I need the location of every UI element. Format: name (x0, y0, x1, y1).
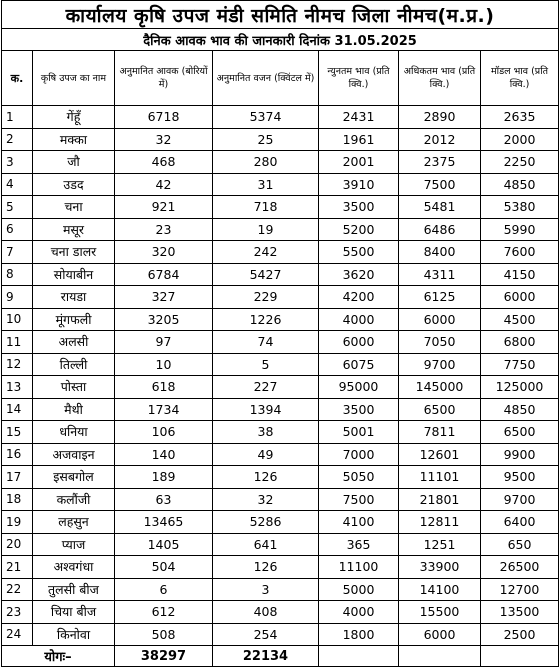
total-empty-max (399, 646, 481, 667)
row-arrival-quintal: 1226 (213, 308, 319, 331)
table-row (2, 398, 559, 421)
row-crop-name: अश्वगंधा (33, 556, 115, 579)
row-crop-name: कलौंजी (33, 488, 115, 511)
row-min-price: 5050 (319, 466, 399, 489)
row-max-price: 12811 (399, 511, 481, 534)
row-crop-name: रायडा (33, 286, 115, 309)
row-modal-price: 9700 (481, 488, 559, 511)
total-quintal: 22134 (213, 646, 319, 667)
row-arrival-bags: 6718 (115, 106, 213, 129)
row-crop-name: अजवाइन (33, 443, 115, 466)
row-min-price: 5000 (319, 578, 399, 601)
row-crop-name: मूंगफली (33, 308, 115, 331)
total-bags: 38297 (115, 646, 213, 667)
row-modal-price: 6000 (481, 286, 559, 309)
row-arrival-bags: 504 (115, 556, 213, 579)
row-max-price: 9700 (399, 353, 481, 376)
row-crop-name: मैथी (33, 398, 115, 421)
row-arrival-quintal: 254 (213, 623, 319, 646)
row-min-price: 7500 (319, 488, 399, 511)
row-sn: 18 (2, 488, 33, 511)
table-row (2, 488, 559, 511)
row-min-price: 4000 (319, 308, 399, 331)
row-sn: 23 (2, 601, 33, 624)
row-arrival-quintal: 5427 (213, 263, 319, 286)
table-row (2, 308, 559, 331)
row-sn: 4 (2, 173, 33, 196)
table-row (2, 376, 559, 399)
row-arrival-bags: 106 (115, 421, 213, 444)
row-modal-price: 9500 (481, 466, 559, 489)
row-sn: 14 (2, 398, 33, 421)
table-row (2, 533, 559, 556)
row-sn: 13 (2, 376, 33, 399)
row-crop-name: लहसुन (33, 511, 115, 534)
row-arrival-bags: 3205 (115, 308, 213, 331)
row-min-price: 1800 (319, 623, 399, 646)
table-row (2, 601, 559, 624)
row-arrival-quintal: 229 (213, 286, 319, 309)
row-arrival-quintal: 1394 (213, 398, 319, 421)
table-row (2, 128, 559, 151)
header-sn: क. (2, 51, 33, 106)
row-arrival-quintal: 31 (213, 173, 319, 196)
row-crop-name: प्याज (33, 533, 115, 556)
row-sn: 7 (2, 241, 33, 264)
row-crop-name: चना डालर (33, 241, 115, 264)
total-empty-modal (481, 646, 559, 667)
row-max-price: 14100 (399, 578, 481, 601)
row-modal-price: 7750 (481, 353, 559, 376)
row-modal-price: 6500 (481, 421, 559, 444)
row-min-price: 3620 (319, 263, 399, 286)
row-min-price: 5200 (319, 218, 399, 241)
row-max-price: 8400 (399, 241, 481, 264)
row-crop-name: मक्का (33, 128, 115, 151)
table-row (2, 331, 559, 354)
row-min-price: 365 (319, 533, 399, 556)
row-min-price: 4000 (319, 601, 399, 624)
row-max-price: 5481 (399, 196, 481, 219)
row-sn: 20 (2, 533, 33, 556)
row-crop-name: पोस्ता (33, 376, 115, 399)
row-sn: 12 (2, 353, 33, 376)
row-sn: 2 (2, 128, 33, 151)
row-modal-price: 4850 (481, 398, 559, 421)
row-arrival-bags: 6784 (115, 263, 213, 286)
row-sn: 3 (2, 151, 33, 174)
row-min-price: 6000 (319, 331, 399, 354)
row-arrival-quintal: 280 (213, 151, 319, 174)
row-max-price: 6486 (399, 218, 481, 241)
row-arrival-bags: 189 (115, 466, 213, 489)
row-arrival-quintal: 5286 (213, 511, 319, 534)
row-max-price: 6000 (399, 623, 481, 646)
row-modal-price: 4500 (481, 308, 559, 331)
row-arrival-quintal: 19 (213, 218, 319, 241)
row-arrival-bags: 42 (115, 173, 213, 196)
row-sn: 15 (2, 421, 33, 444)
row-max-price: 6000 (399, 308, 481, 331)
row-max-price: 4311 (399, 263, 481, 286)
row-max-price: 2375 (399, 151, 481, 174)
table-row (2, 578, 559, 601)
table-row (2, 106, 559, 129)
row-sn: 22 (2, 578, 33, 601)
row-modal-price: 12700 (481, 578, 559, 601)
row-max-price: 6500 (399, 398, 481, 421)
row-crop-name: इसबगोल (33, 466, 115, 489)
row-modal-price: 2635 (481, 106, 559, 129)
row-sn: 16 (2, 443, 33, 466)
row-crop-name: धनिया (33, 421, 115, 444)
table-row (2, 623, 559, 646)
row-max-price: 15500 (399, 601, 481, 624)
row-crop-name: जौ (33, 151, 115, 174)
row-modal-price: 5990 (481, 218, 559, 241)
row-arrival-bags: 320 (115, 241, 213, 264)
header-row (2, 51, 559, 106)
table-row (2, 466, 559, 489)
row-sn: 24 (2, 623, 33, 646)
row-arrival-quintal: 718 (213, 196, 319, 219)
table-row (2, 353, 559, 376)
row-modal-price: 6400 (481, 511, 559, 534)
row-sn: 19 (2, 511, 33, 534)
row-arrival-quintal: 408 (213, 601, 319, 624)
row-sn: 6 (2, 218, 33, 241)
row-arrival-quintal: 38 (213, 421, 319, 444)
table-row (2, 196, 559, 219)
row-arrival-quintal: 5374 (213, 106, 319, 129)
row-min-price: 5001 (319, 421, 399, 444)
row-arrival-bags: 1734 (115, 398, 213, 421)
header-crop: कृषि उपज का नाम (33, 51, 115, 106)
row-min-price: 95000 (319, 376, 399, 399)
table-row (2, 241, 559, 264)
report-title: कार्यालय कृषि उपज मंडी समिति नीमच जिला नीमच(म.प्र.) (2, 1, 559, 29)
row-crop-name: मसूर (33, 218, 115, 241)
row-sn: 9 (2, 286, 33, 309)
row-sn: 8 (2, 263, 33, 286)
row-modal-price: 650 (481, 533, 559, 556)
row-arrival-quintal: 5 (213, 353, 319, 376)
row-arrival-quintal: 32 (213, 488, 319, 511)
row-arrival-quintal: 49 (213, 443, 319, 466)
header-arrival-bags: अनुमानित आवक (बोरियों में) (115, 51, 213, 106)
table-row (2, 556, 559, 579)
row-crop-name: सोयाबीन (33, 263, 115, 286)
table-row (2, 511, 559, 534)
row-modal-price: 13500 (481, 601, 559, 624)
row-arrival-bags: 10 (115, 353, 213, 376)
row-arrival-bags: 6 (115, 578, 213, 601)
report-subtitle: दैनिक आवक भाव की जानकारी दिनांक 31.05.2025 (2, 29, 559, 51)
row-min-price: 3500 (319, 398, 399, 421)
row-arrival-bags: 140 (115, 443, 213, 466)
row-max-price: 12601 (399, 443, 481, 466)
row-min-price: 1961 (319, 128, 399, 151)
row-arrival-quintal: 3 (213, 578, 319, 601)
table-row (2, 263, 559, 286)
row-arrival-bags: 97 (115, 331, 213, 354)
row-modal-price: 9900 (481, 443, 559, 466)
row-crop-name: उडद (33, 173, 115, 196)
total-label: योगः– (2, 646, 115, 667)
row-arrival-bags: 921 (115, 196, 213, 219)
row-max-price: 6125 (399, 286, 481, 309)
row-min-price: 3910 (319, 173, 399, 196)
table-row (2, 151, 559, 174)
row-arrival-bags: 32 (115, 128, 213, 151)
row-modal-price: 125000 (481, 376, 559, 399)
row-min-price: 5500 (319, 241, 399, 264)
row-max-price: 145000 (399, 376, 481, 399)
table-row (2, 218, 559, 241)
row-modal-price: 26500 (481, 556, 559, 579)
row-arrival-bags: 618 (115, 376, 213, 399)
row-sn: 1 (2, 106, 33, 129)
row-sn: 10 (2, 308, 33, 331)
row-sn: 11 (2, 331, 33, 354)
row-max-price: 11101 (399, 466, 481, 489)
table-row (2, 173, 559, 196)
row-max-price: 7811 (399, 421, 481, 444)
row-modal-price: 6800 (481, 331, 559, 354)
row-sn: 5 (2, 196, 33, 219)
row-crop-name: तुलसी बीज (33, 578, 115, 601)
row-modal-price: 2250 (481, 151, 559, 174)
row-sn: 17 (2, 466, 33, 489)
row-crop-name: चना (33, 196, 115, 219)
row-arrival-bags: 63 (115, 488, 213, 511)
total-empty-min (319, 646, 399, 667)
row-arrival-quintal: 25 (213, 128, 319, 151)
row-min-price: 7000 (319, 443, 399, 466)
row-min-price: 2431 (319, 106, 399, 129)
row-min-price: 4100 (319, 511, 399, 534)
row-modal-price: 5380 (481, 196, 559, 219)
row-modal-price: 4850 (481, 173, 559, 196)
row-arrival-quintal: 74 (213, 331, 319, 354)
row-arrival-quintal: 227 (213, 376, 319, 399)
row-max-price: 2890 (399, 106, 481, 129)
table-row (2, 443, 559, 466)
row-min-price: 2001 (319, 151, 399, 174)
row-arrival-quintal: 242 (213, 241, 319, 264)
row-max-price: 7050 (399, 331, 481, 354)
price-table (1, 0, 559, 667)
table-row (2, 286, 559, 309)
row-arrival-quintal: 641 (213, 533, 319, 556)
row-min-price: 11100 (319, 556, 399, 579)
row-modal-price: 2500 (481, 623, 559, 646)
price-report-sheet (1, 0, 558, 667)
total-row (2, 646, 559, 667)
row-modal-price: 2000 (481, 128, 559, 151)
header-min-price: न्युनतम भाव (प्रति क्वि.) (319, 51, 399, 106)
row-arrival-quintal: 126 (213, 556, 319, 579)
row-max-price: 1251 (399, 533, 481, 556)
row-crop-name: अलसी (33, 331, 115, 354)
row-min-price: 4200 (319, 286, 399, 309)
row-crop-name: गेंहूँ (33, 106, 115, 129)
row-crop-name: किनोवा (33, 623, 115, 646)
row-arrival-bags: 1405 (115, 533, 213, 556)
row-max-price: 2012 (399, 128, 481, 151)
row-max-price: 7500 (399, 173, 481, 196)
row-max-price: 33900 (399, 556, 481, 579)
row-arrival-bags: 612 (115, 601, 213, 624)
row-min-price: 6075 (319, 353, 399, 376)
header-max-price: अधिकतम भाव (प्रति क्वि.) (399, 51, 481, 106)
row-arrival-bags: 13465 (115, 511, 213, 534)
row-sn: 21 (2, 556, 33, 579)
row-arrival-bags: 468 (115, 151, 213, 174)
row-max-price: 21801 (399, 488, 481, 511)
row-arrival-bags: 23 (115, 218, 213, 241)
row-arrival-bags: 327 (115, 286, 213, 309)
row-arrival-bags: 508 (115, 623, 213, 646)
row-arrival-quintal: 126 (213, 466, 319, 489)
header-modal-price: मॉडल भाव (प्रति क्वि.) (481, 51, 559, 106)
row-modal-price: 7600 (481, 241, 559, 264)
row-min-price: 3500 (319, 196, 399, 219)
table-row (2, 421, 559, 444)
row-crop-name: चिया बीज (33, 601, 115, 624)
header-arrival-quintal: अनुमानित वजन (क्विंटल में) (213, 51, 319, 106)
row-modal-price: 4150 (481, 263, 559, 286)
row-crop-name: तिल्ली (33, 353, 115, 376)
